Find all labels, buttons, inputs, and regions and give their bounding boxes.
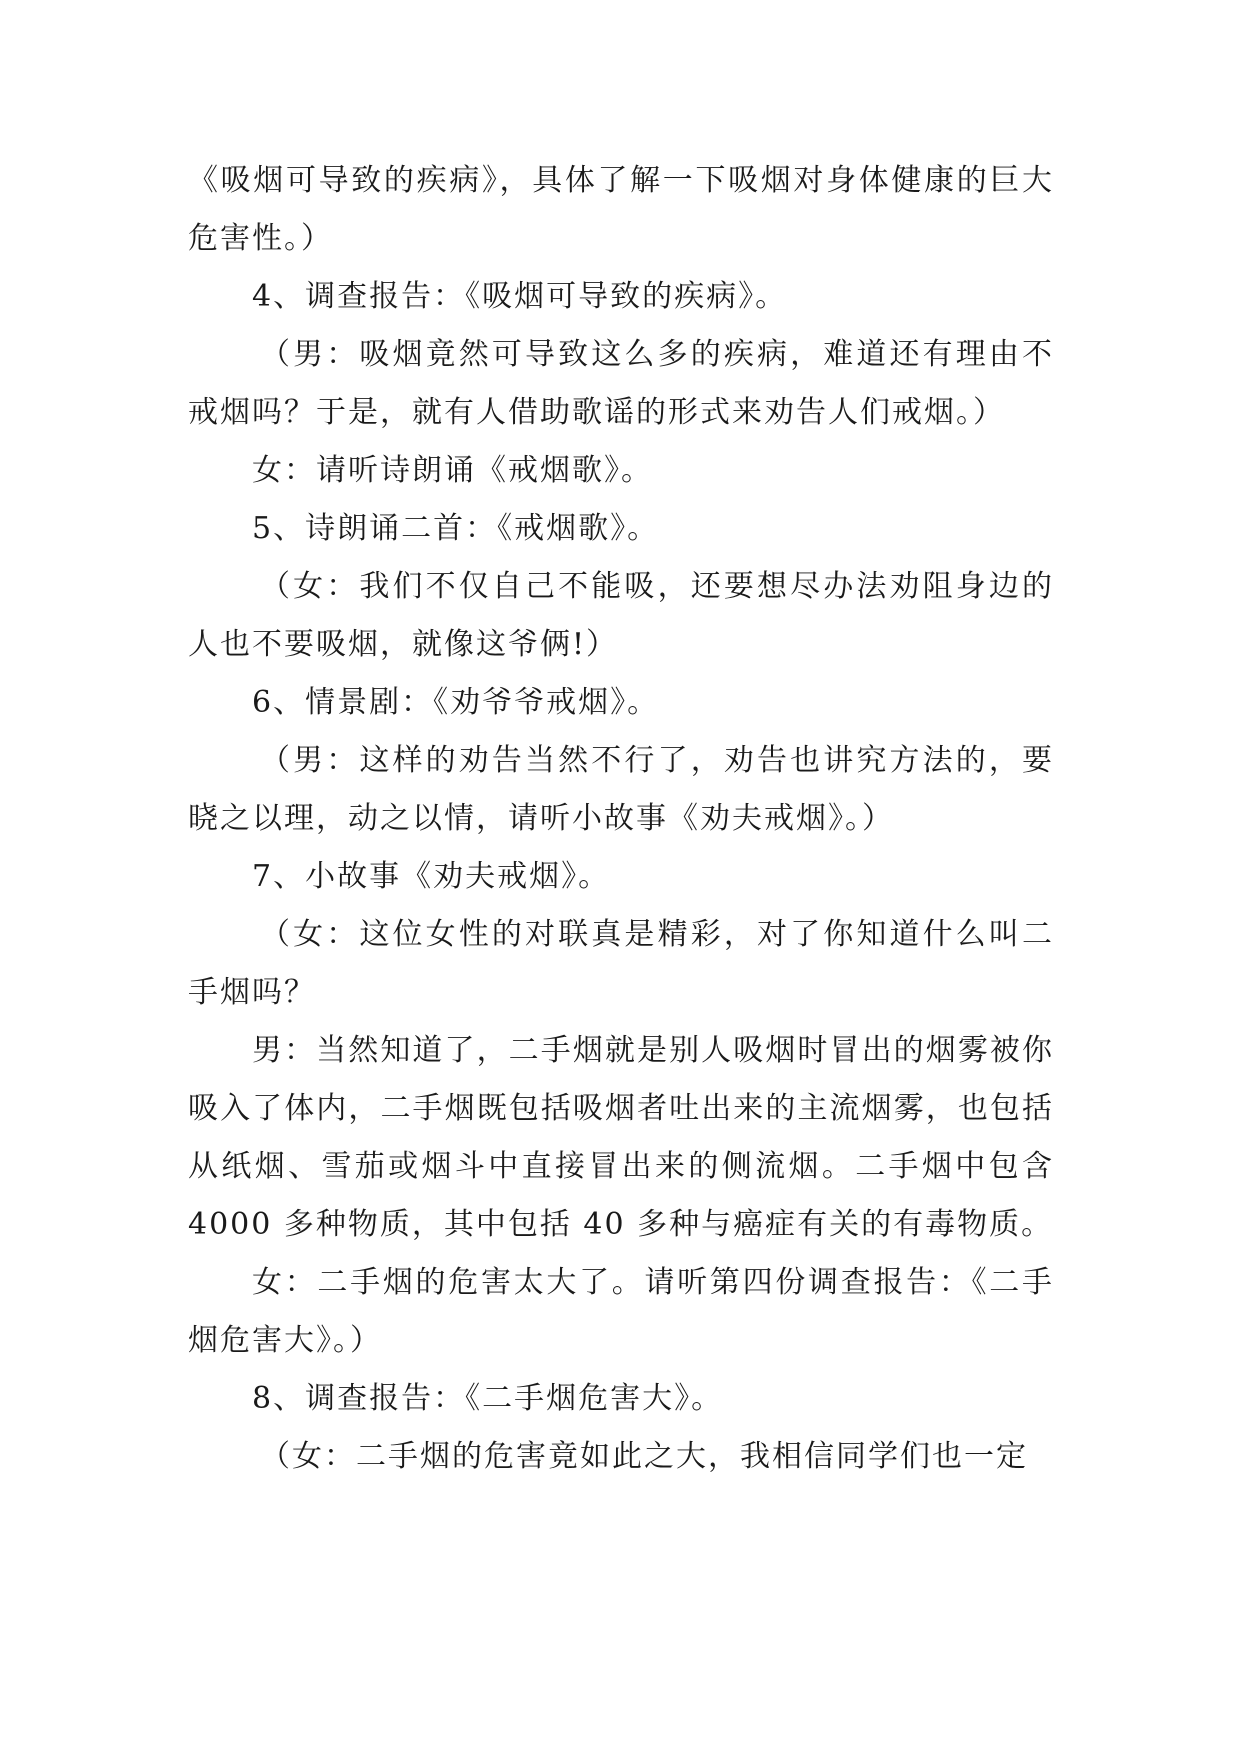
paragraph-14: （女：二手烟的危害竟如此之大，我相信同学们也一定 <box>260 1439 1028 1474</box>
paragraph-11: 男：当然知道了，二手烟就是别人吸烟时冒出的烟雾被你吸入了体内，二手烟既包括吸烟者吐出来的主流烟雾，也包括从纸烟、雪茄或烟斗中直接冒出来的侧流烟。二手烟中包含 4000 多种物质，其中包括 40 多种与癌症有关的有毒物质。 <box>188 1033 1054 1242</box>
paragraph-12: 女：二手烟的危害太大了。请听第四份调查报告：《二手烟危害大》。） <box>188 1265 1054 1358</box>
paragraph-9: 7、小故事《劝夫戒烟》。 <box>252 859 611 894</box>
paragraph-7: 6、情景剧：《劝爷爷戒烟》。 <box>252 685 660 720</box>
paragraph-2: 4、调查报告：《吸烟可导致的疾病》。 <box>252 279 788 314</box>
paragraph-4: 女：请听诗朗诵《戒烟歌》。 <box>252 453 653 488</box>
document-page <box>188 152 1054 1486</box>
paragraph-10: （女：这位女性的对联真是精彩，对了你知道什么叫二手烟吗？ <box>188 917 1054 1010</box>
paragraph-5: 5、诗朗诵二首：《戒烟歌》。 <box>252 511 660 546</box>
paragraph-13: 8、调查报告：《二手烟危害大》。 <box>252 1381 724 1416</box>
paragraph-6: （女：我们不仅自己不能吸，还要想尽办法劝阻身边的人也不要吸烟，就像这爷俩!） <box>188 569 1054 662</box>
paragraph-8: （男：这样的劝告当然不行了，劝告也讲究方法的，要晓之以理，动之以情，请听小故事《劝夫戒烟》。） <box>188 743 1054 836</box>
paragraph-1: 《吸烟可导致的疾病》，具体了解一下吸烟对身体健康的巨大危害性。） <box>188 163 1054 256</box>
paragraph-3: （男：吸烟竟然可导致这么多的疾病，难道还有理由不戒烟吗？于是，就有人借助歌谣的形式来劝告人们戒烟。） <box>188 337 1054 430</box>
